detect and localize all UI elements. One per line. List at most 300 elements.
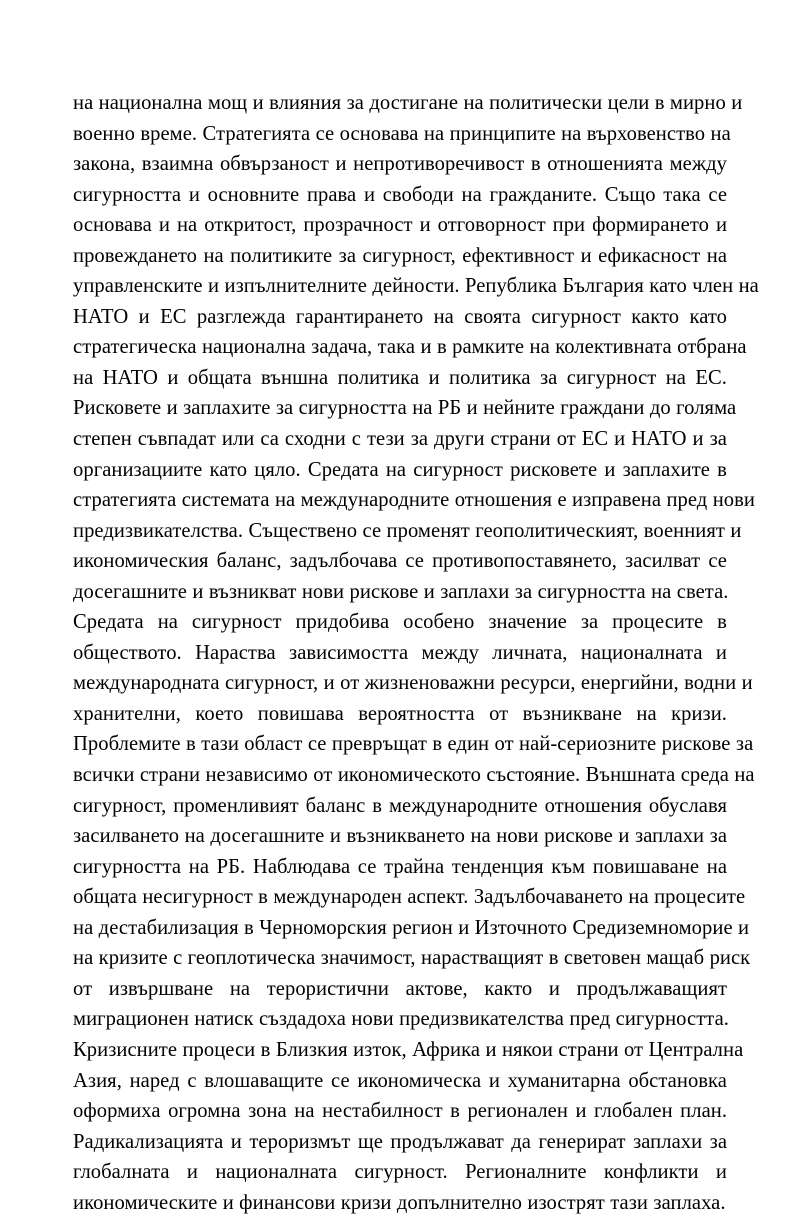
word: ефикасност	[598, 244, 701, 267]
word: върховенство	[586, 122, 706, 145]
word: сигурност,	[362, 244, 456, 267]
word: военният	[643, 519, 725, 542]
word: и	[329, 825, 341, 848]
word: се	[708, 183, 728, 206]
word: на	[385, 458, 407, 481]
text-line	[73, 149, 727, 180]
word: досегашните	[210, 825, 325, 848]
word: кризи	[340, 1191, 392, 1214]
text-line	[73, 546, 727, 577]
word: общата	[187, 366, 252, 389]
word: колективната	[555, 336, 672, 359]
word: и	[186, 1161, 198, 1184]
word: изток,	[353, 1038, 407, 1061]
word: оформиха	[73, 1100, 161, 1123]
word: за	[539, 366, 558, 389]
word: Централна	[648, 1038, 744, 1061]
word: геоплотическа	[187, 947, 316, 970]
word: така	[377, 336, 416, 359]
word: други	[434, 428, 485, 451]
word: продължаващият	[576, 977, 728, 1000]
word: се	[307, 733, 327, 756]
word: управленските	[73, 275, 203, 298]
word: обществото.	[73, 641, 182, 664]
word: Стратегията	[202, 122, 311, 145]
text-line	[73, 88, 743, 119]
word: нестабилност	[322, 1100, 443, 1123]
word: заплахи	[633, 1130, 703, 1153]
word: България	[562, 275, 644, 298]
word: променят	[386, 519, 470, 542]
word: се	[315, 122, 335, 145]
word: нови	[496, 825, 539, 848]
word: сигурност,	[73, 794, 167, 817]
word: тези	[366, 428, 405, 451]
word: Средиземноморие	[572, 916, 733, 939]
word: рискове	[349, 580, 419, 603]
word: задълбочава	[289, 550, 398, 573]
word: сигурността	[73, 855, 182, 878]
word: план.	[680, 1100, 728, 1123]
word: на	[651, 580, 672, 603]
word: личната,	[492, 641, 568, 664]
word: външна	[261, 366, 329, 389]
word: на	[157, 611, 178, 634]
word: допълнително	[396, 1191, 523, 1214]
word: продължават	[390, 1130, 504, 1153]
word: НАТО	[73, 305, 129, 328]
text-line	[73, 210, 727, 241]
word: Източното	[474, 916, 568, 939]
word: вероятността	[358, 702, 475, 725]
word: прозрачност	[303, 214, 413, 237]
word: Средата	[307, 458, 379, 481]
word: и	[419, 214, 431, 237]
word: и	[741, 672, 753, 695]
word: на	[470, 825, 491, 848]
word: засилването	[73, 825, 180, 848]
word: политиките	[230, 244, 333, 267]
word: на	[188, 855, 210, 878]
word: Също	[604, 183, 656, 206]
word: на	[636, 702, 657, 725]
text-line	[73, 119, 731, 150]
word: ЕС.	[695, 366, 727, 389]
word: и	[323, 672, 335, 695]
word: финансови	[239, 1191, 336, 1214]
text-line	[73, 699, 727, 730]
word: за	[709, 1130, 728, 1153]
word: зона	[248, 1100, 287, 1123]
word: заплахи	[635, 825, 705, 848]
word: на	[73, 366, 94, 389]
word: Нараства	[195, 641, 276, 664]
text-line	[73, 180, 727, 211]
word: в	[260, 1038, 271, 1061]
word: така	[663, 183, 701, 206]
word: стратегията	[73, 489, 177, 512]
text-line	[73, 943, 751, 974]
text-line	[73, 1127, 727, 1158]
word: дестабилизация	[98, 916, 239, 939]
word: между	[421, 641, 479, 664]
word: на	[73, 916, 94, 939]
word: и	[715, 214, 728, 237]
word: актове,	[405, 977, 468, 1000]
word: влияния	[269, 92, 342, 114]
word: икономическото	[337, 764, 481, 787]
word: несигурност	[142, 886, 253, 909]
word: световен	[563, 947, 641, 970]
word: са	[260, 428, 279, 451]
word: с	[187, 1069, 197, 1092]
text-line	[73, 882, 746, 913]
word: генерират	[538, 1130, 626, 1153]
word: глобален	[594, 1100, 673, 1123]
text-line	[73, 852, 727, 883]
word: на	[561, 122, 582, 145]
word: мощ	[207, 92, 248, 114]
word: заплахи	[440, 580, 510, 603]
word: независимо	[205, 764, 308, 787]
word: и	[730, 519, 742, 542]
word: голяма	[676, 397, 737, 420]
word: и	[548, 977, 560, 1000]
word: сигурността.	[615, 1008, 729, 1031]
word: общата	[73, 886, 137, 909]
word: аспект.	[407, 886, 469, 909]
word: за	[410, 428, 429, 451]
word: Средата	[73, 611, 144, 634]
word: и	[715, 1161, 727, 1184]
word: натиск	[194, 1008, 254, 1031]
word: регионален	[467, 1100, 568, 1123]
word: и	[423, 580, 435, 603]
word: взаимна	[141, 153, 214, 176]
word: в	[436, 336, 447, 359]
word: време.	[140, 122, 198, 145]
text-line	[73, 455, 727, 486]
word: баланс	[305, 794, 366, 817]
word: формирането	[592, 214, 709, 237]
text-line	[73, 760, 755, 791]
text-line	[73, 607, 727, 638]
word: влошаващите	[204, 1069, 324, 1092]
text-line	[73, 668, 753, 699]
word: политика	[337, 366, 420, 389]
text-line	[73, 821, 727, 852]
word: Кризисните	[73, 1038, 178, 1061]
word: както	[484, 977, 533, 1000]
word: Проблемите	[73, 733, 181, 756]
word: военно	[73, 122, 135, 145]
word: е	[557, 489, 567, 512]
word: тази	[201, 733, 239, 756]
word: откритост,	[204, 214, 297, 237]
word: сходни	[284, 428, 346, 451]
word: възникват	[208, 580, 297, 603]
word: изпълнителните	[224, 275, 367, 298]
word: основава	[339, 122, 419, 145]
word: и	[335, 153, 347, 176]
body-text	[73, 88, 759, 1218]
word: засилват	[625, 550, 701, 573]
word: при	[552, 214, 586, 237]
word: или	[221, 428, 255, 451]
word: член	[692, 275, 734, 298]
word: се	[331, 1069, 350, 1092]
word: възникването	[346, 825, 465, 848]
word: и	[166, 397, 178, 420]
word: отношения	[454, 489, 553, 512]
word: на	[73, 92, 94, 114]
word: геополитическият,	[475, 519, 639, 542]
word: на	[463, 92, 484, 114]
word: към	[551, 855, 586, 878]
word: изправена	[572, 489, 662, 512]
word: на	[706, 244, 728, 267]
word: терористични	[266, 977, 389, 1000]
word: системата	[181, 489, 270, 512]
word: превръщат	[331, 733, 427, 756]
word: дейности.	[372, 275, 460, 298]
word: сигурността	[298, 397, 407, 420]
word: предизвикателства.	[73, 519, 244, 542]
word: ще	[357, 1130, 383, 1153]
word: за	[709, 428, 727, 451]
word: нови	[351, 1008, 394, 1031]
word: значение	[488, 611, 567, 634]
word: и	[208, 275, 220, 298]
word: рискове	[544, 825, 613, 848]
word: да	[511, 1130, 531, 1153]
word: като	[649, 275, 687, 298]
word: като	[689, 305, 728, 328]
word: някои	[501, 1038, 553, 1061]
word: мащаб	[646, 947, 705, 970]
word: кризи.	[671, 702, 728, 725]
word: всички	[73, 764, 135, 787]
word: национална	[98, 92, 203, 114]
text-line	[73, 638, 727, 669]
word: в	[548, 947, 559, 970]
word: и	[192, 580, 204, 603]
word: разглежда	[196, 305, 286, 328]
word: тенденция	[451, 855, 544, 878]
word: сигурност,	[224, 672, 319, 695]
word: рискове	[661, 733, 731, 756]
word: в	[258, 886, 268, 909]
text-line	[73, 485, 755, 516]
word: отговорност	[437, 214, 546, 237]
word: и	[575, 1100, 587, 1123]
word: на	[706, 855, 728, 878]
word: страни	[139, 764, 201, 787]
word: се	[362, 519, 382, 542]
word: международните	[388, 794, 538, 817]
word: и	[420, 336, 432, 359]
word: и	[188, 183, 200, 206]
word: страни	[490, 428, 551, 451]
word: за	[709, 825, 728, 848]
word: регион	[392, 916, 453, 939]
word: в	[717, 611, 727, 634]
word: пред	[666, 489, 708, 512]
word: на	[423, 122, 445, 145]
word: област	[244, 733, 303, 756]
word: организациите	[73, 458, 203, 481]
word: на	[665, 366, 686, 389]
word: с	[173, 947, 183, 970]
word: граждани	[560, 397, 645, 420]
word: тази	[610, 1191, 648, 1214]
word: и	[580, 244, 592, 267]
word: Близкия	[275, 1038, 348, 1061]
word: конфликти	[603, 1161, 699, 1184]
word: на	[229, 977, 251, 1000]
word: националната	[580, 641, 703, 664]
word: и	[138, 305, 150, 328]
word: и	[167, 366, 179, 389]
word: международен	[273, 886, 402, 909]
word: Радикализацията	[73, 1130, 224, 1153]
text-line	[73, 1096, 727, 1127]
text-line	[73, 1066, 727, 1097]
word: на	[176, 214, 198, 237]
word: обвързаност	[219, 153, 329, 176]
word: и	[222, 1191, 234, 1214]
word: политически	[489, 92, 603, 114]
word: и	[485, 1038, 497, 1061]
word: придобива	[295, 611, 390, 634]
word: РБ.	[216, 855, 246, 878]
word: икономическа	[357, 1069, 482, 1092]
word: водни	[684, 672, 737, 695]
word: риск	[709, 947, 751, 970]
word: Рисковете	[73, 397, 162, 420]
word: своята	[464, 305, 521, 328]
word: нейните	[483, 397, 555, 420]
word: на	[274, 489, 296, 512]
word: националната	[215, 1161, 338, 1184]
word: достигане	[369, 92, 459, 114]
word: хуманитарна	[507, 1069, 621, 1092]
word: процесите	[654, 886, 746, 909]
word: на	[710, 122, 731, 145]
word: сигурност.	[354, 1161, 448, 1184]
word: заплахите	[183, 397, 271, 420]
text-line	[73, 1157, 727, 1188]
word: на	[738, 275, 759, 298]
text-line	[73, 363, 727, 394]
word: на	[529, 336, 550, 359]
word: политика	[449, 366, 531, 389]
word: нарастващият	[421, 947, 544, 970]
word: за	[514, 580, 533, 603]
word: отношенията	[547, 153, 663, 176]
word: както	[631, 305, 680, 328]
word: състояние.	[486, 764, 581, 787]
word: основните	[207, 183, 300, 206]
word: Външната	[585, 764, 676, 787]
word: на	[294, 1100, 315, 1123]
word: сигурност	[413, 458, 503, 481]
word: се	[405, 550, 424, 573]
text-line	[73, 516, 742, 547]
word: в	[654, 92, 665, 114]
word: основава	[73, 214, 152, 237]
word: заплаха.	[653, 1191, 726, 1214]
word: процесите	[612, 611, 704, 634]
word: нови	[712, 489, 755, 512]
word: рисковете	[510, 458, 598, 481]
word: НАТО	[631, 428, 687, 451]
word: и	[738, 916, 750, 939]
word: за	[346, 92, 364, 114]
word: и	[363, 183, 376, 206]
word: кризите	[98, 947, 168, 970]
text-line	[73, 1188, 727, 1218]
word: от	[623, 1038, 644, 1061]
word: отношения	[544, 794, 642, 817]
word: НАТО	[102, 366, 158, 389]
word: цяло.	[254, 458, 301, 481]
word: икономическите	[73, 1191, 218, 1214]
word: сигурността	[73, 183, 182, 206]
word: икономическия	[73, 550, 209, 573]
word: закона,	[73, 153, 136, 176]
word: противопоставянето,	[432, 550, 617, 573]
word: среда	[680, 764, 729, 787]
word: създадоха	[258, 1008, 346, 1031]
word: процеси	[182, 1038, 256, 1061]
word: на	[184, 825, 205, 848]
word: на	[433, 305, 454, 328]
word: за	[338, 244, 357, 267]
text-line	[73, 241, 727, 272]
word: права	[306, 183, 357, 206]
word: Регионалните	[465, 1161, 587, 1184]
word: сигурност	[566, 366, 657, 389]
text-line	[73, 1004, 727, 1035]
word: непротиворечивост	[353, 153, 525, 176]
word: ефективност	[462, 244, 575, 267]
word: сигурността	[537, 580, 646, 603]
text-line	[73, 577, 727, 608]
word: нови	[301, 580, 345, 603]
word: международната	[73, 672, 220, 695]
word: на	[73, 947, 94, 970]
word: и	[692, 428, 704, 451]
word: се	[357, 855, 377, 878]
word: рамките	[452, 336, 525, 359]
word: на	[734, 764, 755, 787]
word: РБ	[437, 397, 462, 420]
word: Наблюдава	[252, 855, 351, 878]
word: и	[428, 366, 440, 389]
word: в	[530, 153, 541, 176]
word: и	[466, 397, 478, 420]
word: Черноморския	[259, 916, 387, 939]
word: гражданите.	[489, 183, 598, 206]
word: в	[717, 458, 727, 481]
text-line	[73, 393, 737, 424]
word: и	[158, 214, 170, 237]
text-line	[73, 913, 750, 944]
word: обуславя	[648, 794, 727, 817]
word: тероризмът	[249, 1130, 351, 1153]
text-line	[73, 729, 754, 760]
